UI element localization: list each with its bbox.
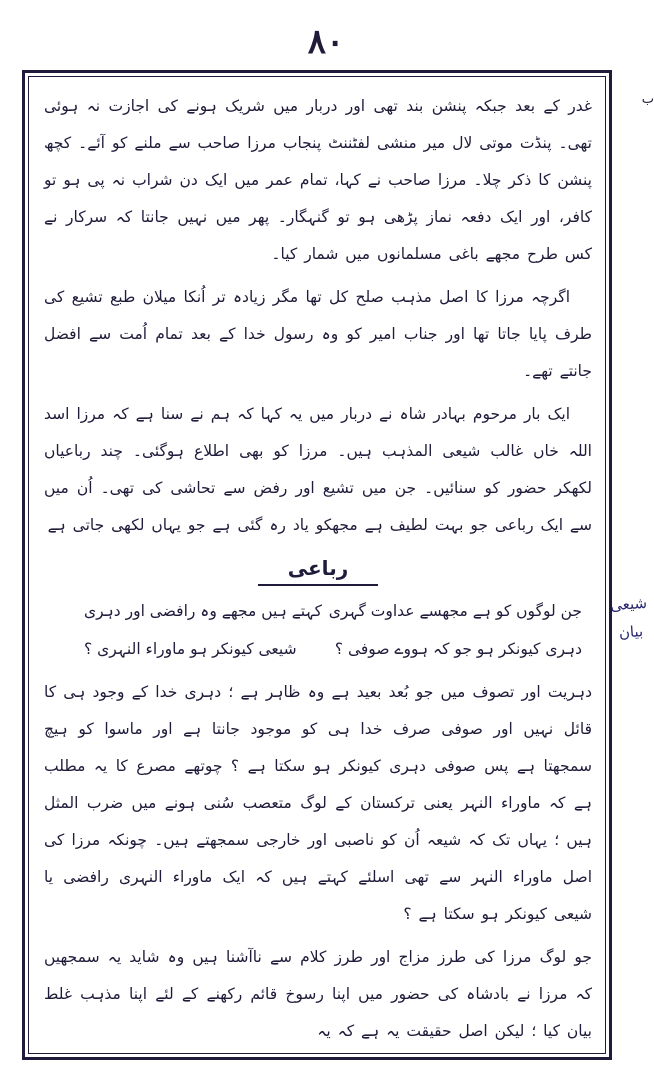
paragraph: دہریت اور تصوف میں جو بُعد بعید ہے وہ ظاہر ہے ؛ دہری خدا کے وجود ہی کا قائل نہیں اور صوفی صرف خدا ہی کو موجود جانتا ہے اور ماسوا کو ہیچ سمجھتا ہے پس صوفی دہری کیونکر ہو سکتا ہے ؟ چوتھے مصرع کا یہ مطلب ہے کہ ماوراء النہر یعنی ترکستان کے لوگ متعصب سُنی ہونے میں ضرب المثل ہیں ؛ یہاں تک کہ شیعہ اُن کو ناصبی اور خارجی سمجھتے ہیں۔ چونکہ مرزا کی اصل ماوراء النہر سے تھی اسلئے کہتے ہیں کہ ایک ماوراء النہری رافضی یا شیعی کیونکر ہو سکتا ہے ؟ — [44, 683, 592, 923]
paragraph: غدر کے بعد جبکہ پنشن بند تھی اور دربار میں شریک ہونے کی اجازت نہ ہوئی تھی۔ پنڈت موتی لال میر منشی لفٹننٹ پنجاب مرزا صاحب سے ملنے کو آئے۔ کچھ پنشن کا ذکر چلا۔ مرزا صاحب نے کہا، تمام عمر میں ایک دن شراب نہ پی ہو تو کافر، اور ایک دفعہ نماز پڑھی ہو تو گنہگار۔ پھر میں نہیں جانتا کہ سرکار نے کس طرح مجھے باغی مسلمانوں میں شمار کیا۔ — [44, 97, 592, 263]
margin-note-top: ب — [641, 92, 654, 107]
verse-line — [44, 592, 592, 630]
verse-hemistich-right: جن لوگوں کو ہے مجھسے عداوت گہری — [328, 602, 582, 620]
paragraph: اگرچہ مرزا کا اصل مذہب صلح کل تھا مگر زیادہ تر اُنکا میلان طبع تشیع کی طرف پایا جاتا تھا اور جناب امیر کو وہ رسول خدا کے بعد تمام اُمت سے افضل جانتے تھے۔ — [44, 288, 592, 380]
verse-line — [44, 630, 592, 668]
verse-hemistich-right: دہری کیونکر ہو جو کہ ہووے صوفی ؟ — [334, 640, 582, 658]
paragraph: ایک بار مرحوم بہادر شاہ نے دربار میں یہ کہا کہ ہم نے سنا ہے کہ مرزا اسد اللہ خاں غالب شیعی المذہب ہیں۔ مرزا کو بھی اطلاع ہوگئی۔ چند رباعیاں لکھکر حضور کو سنائیں۔ جن میں تشیع اور رفض سے تحاشی کی تھی۔ اُن میں سے ایک رباعی جو بہت لطیف ہے مجھکو یاد رہ گئی ہے جو یہاں لکھی جاتی ہے — [44, 405, 592, 534]
margin-note-side: شیعی بیان — [609, 593, 648, 642]
verse-hemistich-left: کہتے ہیں مجھے وہ رافضی اور دہری — [84, 602, 322, 620]
section-heading: رباعی — [258, 556, 378, 586]
body-text — [44, 88, 592, 1050]
verse-hemistich-left: شیعی کیونکر ہو ماوراء النہری ؟ — [84, 640, 297, 658]
page-number: ٨٠ — [307, 22, 345, 62]
paragraph: جو لوگ مرزا کی طرز مزاج اور طرز کلام سے ناآشنا ہیں وہ شاید یہ سمجھیں کہ مرزا نے بادشاہ کی حضور میں اپنا رسوخ قائم رکھنے کے لئے اپنا مذہب غلط بیان کیا ؛ لیکن اصل حقیقت یہ ہے کہ یہ — [44, 948, 592, 1040]
